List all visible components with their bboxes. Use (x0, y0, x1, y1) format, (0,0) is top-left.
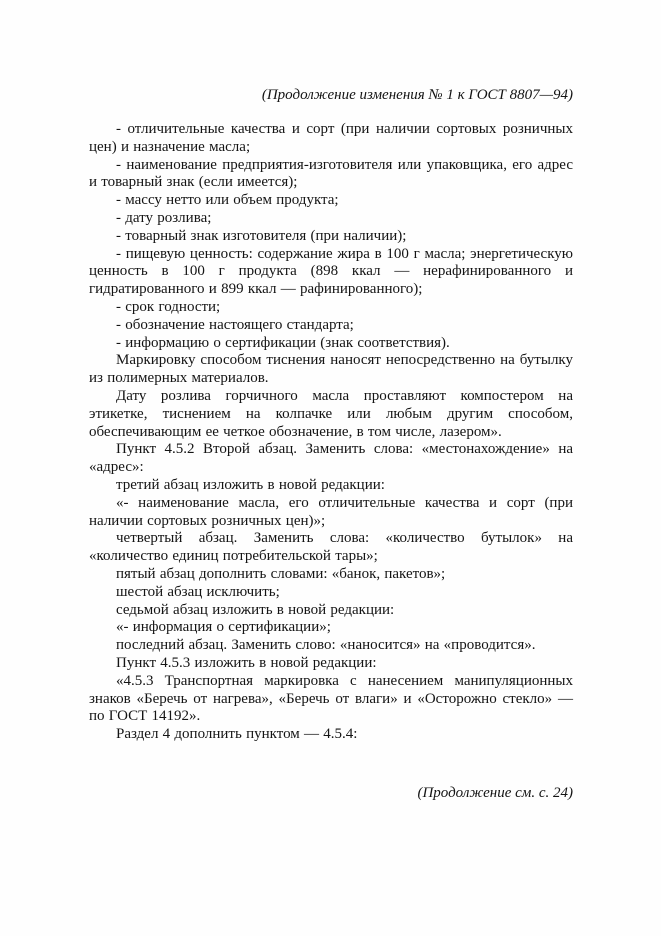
paragraph: - пищевую ценность: содержание жира в 100 г масла; энергетическую ценность в 100 г продукта (898 ккал — нерафинированного и гидратированного и 899 ккал — рафинированного); (89, 245, 573, 298)
paragraph: - наименование предприятия-изготовителя или упаковщика, его адрес и товарный знак (если имеется); (89, 156, 573, 191)
paragraph: седьмой абзац изложить в новой редакции: (116, 601, 395, 618)
paragraph: третий абзац изложить в новой редакции: (116, 476, 385, 493)
paragraph: - массу нетто или объем продукта; (116, 192, 339, 209)
paragraph: Пункт 4.5.3 изложить в новой редакции: (116, 654, 377, 671)
paragraph: Пункт 4.5.2 Второй абзац. Заменить слова: «местонахождение» на «адрес»: (89, 441, 573, 476)
paragraph: Дату розлива горчичного масла проставляют компостером на этикетке, тиснением на колпачке или любым другим способом, обеспечивающим ее четкое обозначение, в том числе, лазером». (89, 387, 573, 440)
paragraph: четвертый абзац. Заменить слова: «количество бутылок» на «количество единиц потребительской тары»; (89, 530, 573, 565)
paragraph: шестой абзац исключить; (116, 583, 280, 600)
paragraph: «4.5.3 Транспортная маркировка с нанесением манипуляционных знаков «Беречь от нагрева», «Беречь от влаги» и «Осторожно стекло» — по ГОСТ 14192». (89, 672, 573, 725)
paragraph: - информацию о сертификации (знак соответствия). (116, 334, 450, 351)
paragraph: «- информация о сертификации»; (116, 619, 331, 636)
paragraph: Раздел 4 дополнить пунктом — 4.5.4: (116, 726, 358, 743)
paragraph: - дату розлива; (116, 209, 212, 226)
continuation-note: (Продолжение см. с. 24) (417, 784, 573, 801)
paragraph: «- наименование масла, его отличительные качества и сорт (при наличии сортовых розничных цен)»; (89, 494, 573, 529)
running-title: (Продолжение изменения № 1 к ГОСТ 8807—94) (261, 87, 573, 103)
paragraph: - срок годности; (116, 298, 221, 315)
paragraph: пятый абзац дополнить словами: «банок, пакетов»; (116, 565, 446, 582)
paragraph: - отличительные качества и сорт (при наличии сортовых розничных цен) и назначение масла; (89, 121, 573, 155)
paragraph: последний абзац. Заменить слово: «наносится» на «проводится». (116, 637, 536, 654)
document-body (89, 121, 573, 744)
paragraph: - товарный знак изготовителя (при наличии); (116, 227, 407, 244)
paragraph: - обозначение настоящего стандарта; (116, 316, 354, 333)
paragraph: Маркировку способом тиснения наносят непосредственно на бутылку из полимерных материалов. (89, 352, 573, 387)
